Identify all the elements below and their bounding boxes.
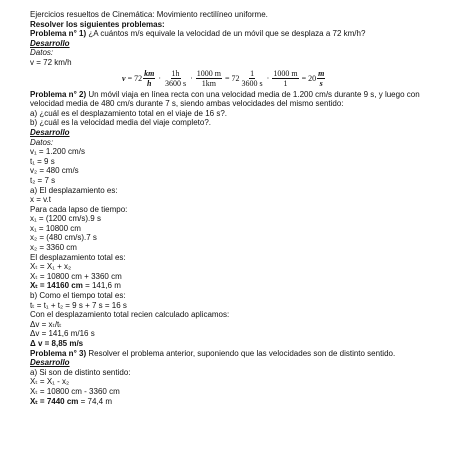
solution-line: x = v.t bbox=[30, 195, 51, 205]
solution-line: t₂ = 7 s bbox=[30, 175, 56, 185]
solution-line: t₁ = 9 s bbox=[30, 156, 55, 166]
solution-line: El desplazamiento total es: bbox=[30, 252, 126, 262]
problem-1-label: Problema n° 1) bbox=[30, 29, 87, 39]
problem-1-desarrollo: Desarrollo bbox=[30, 38, 70, 48]
document-page bbox=[30, 10, 430, 406]
solution-line: Con el desplazamiento total recien calculado aplicamos: bbox=[30, 310, 230, 320]
problem-3-text: Resolver el problema anterior, suponiendo que las velocidades son de distinto sentido. bbox=[88, 348, 396, 358]
solution-line: Para cada lapso de tiempo: bbox=[30, 204, 128, 214]
solution-line: tₜ = t₁ + t₂ = 9 s + 7 s = 16 s bbox=[30, 300, 127, 310]
problem-2-text: Un móvil viaja en línea recta con una velocidad media de 1.200 cm/s durante 9 s, y luego con velocidad media de 480 cm/s durante 7 s, siendo ambas velocidades del mismo sentido: bbox=[30, 89, 420, 109]
solution-line: Δv = xₜ/tₜ bbox=[30, 319, 62, 329]
conversion-formula: v = 72 $\frac{km}{h}$ · $\frac{1h}{3600 s}$ · $\frac{1000 m}{1km}$ = 72 $\frac{1}{3600 s}$ · $\frac{1000 m}{1}$ = 20 $\frac{m}{s}$ bbox=[122, 69, 325, 89]
problem-3-statement bbox=[30, 349, 430, 359]
solution-line: Xₜ = 10800 cm + 3360 cm bbox=[30, 271, 122, 281]
problem-2-label: Problema n° 2) bbox=[30, 89, 87, 99]
solution-line: x₁ = 10800 cm bbox=[30, 223, 81, 233]
solution-line: a) Si son de distinto sentido: bbox=[30, 367, 131, 377]
page-header: Ejercicios resueltos de Cinemática: Movimiento rectilíneo uniforme. bbox=[30, 10, 268, 19]
displacement-result-3: Xₜ = 7440 cm = 74,4 m bbox=[30, 396, 112, 406]
problem-2-desarrollo: Desarrollo bbox=[30, 127, 70, 137]
problem-1-datos: Datos: bbox=[30, 48, 54, 58]
solution-line: x₁ = (1200 cm/s).9 s bbox=[30, 214, 101, 224]
displacement-result: Xₜ = 14160 cm = 141,6 m bbox=[30, 281, 121, 291]
solution-line: a) El desplazamiento es: bbox=[30, 185, 118, 195]
problem-1-text: ¿A cuántos m/s equivale la velocidad de un móvil que se desplaza a 72 km/h? bbox=[88, 29, 366, 39]
solution-line: v₁ = 1.200 cm/s bbox=[30, 147, 85, 157]
problem-3-label: Problema n° 3) bbox=[30, 348, 87, 358]
section-title: Resolver los siguientes problemas: bbox=[30, 19, 165, 29]
velocity-result: Δ v = 8,85 m/s bbox=[30, 339, 84, 348]
problem-3-desarrollo: Desarrollo bbox=[30, 358, 70, 368]
problem-2-datos: Datos: bbox=[30, 137, 54, 147]
problem-2-statement bbox=[30, 90, 430, 109]
problem-2-question-b: b) ¿cuál es la velocidad media del viaje completo?. bbox=[30, 118, 211, 128]
solution-line: v₂ = 480 cm/s bbox=[30, 166, 79, 176]
conversion-formula-row bbox=[30, 68, 430, 90]
solution-line: Δv = 141,6 m/16 s bbox=[30, 329, 95, 339]
solution-line: b) Como el tiempo total es: bbox=[30, 291, 126, 301]
solution-line: Xₜ = 10800 cm - 3360 cm bbox=[30, 386, 120, 396]
solution-line: Xₜ = X₁ - x₂ bbox=[30, 377, 70, 387]
problem-1-speed: v = 72 km/h bbox=[30, 57, 72, 67]
problem-2-question-a: a) ¿cuál es el desplazamiento total en el viaje de 16 s?. bbox=[30, 108, 228, 118]
solution-line: x₂ = (480 cm/s).7 s bbox=[30, 233, 97, 243]
solution-line: x₂ = 3360 cm bbox=[30, 243, 77, 253]
problem-1-statement bbox=[30, 29, 430, 39]
solution-line: Xₜ = X₁ + x₂ bbox=[30, 262, 72, 272]
